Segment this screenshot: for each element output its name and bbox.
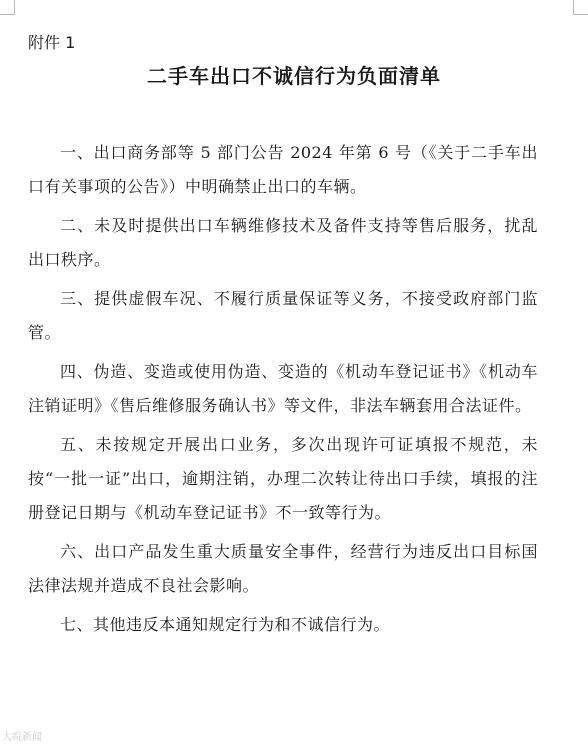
attachment-label: 附件 1	[28, 33, 76, 52]
document-title: 二手车出口不诚信行为负面清单	[147, 64, 441, 88]
list-item-1: 一、出口商务部等 5 部门公告 2024 年第 6 号（《关于二手车出口有关事项的公告》）中明确禁止出口的车辆。	[28, 143, 538, 196]
list-item-5: 五、未按规定开展出口业务，多次出现许可证填报不规范，未按“一批一证”出口，逾期注销，办理二次转让待出口手续，填报的注册登记日期与《机动车登记证书》不一致等行为。	[28, 435, 538, 522]
list-items	[28, 136, 538, 642]
list-item-3: 三、提供虚假车况、不履行质量保证等义务，不接受政府部门监管。	[28, 289, 538, 342]
list-item-7: 七、其他违反本通知规定行为和不诚信行为。	[60, 615, 391, 634]
crop-mark-top-right	[573, 0, 588, 15]
list-item-6: 六、出口产品发生重大质量安全事件，经营行为违反出口目标国法律法规并造成不良社会影响。	[28, 542, 538, 595]
list-item-2: 二、未及时提供出口车辆维修技术及备件支持等售后服务，扰乱出口秩序。	[28, 216, 538, 269]
list-item-4: 四、伪造、变造或使用伪造、变造的《机动车登记证书》《机动车注销证明》《售后维修服务确认书》等文件，非法车辆套用合法证件。	[28, 362, 538, 415]
crop-mark-top-left	[0, 0, 15, 15]
watermark: 大皖新闻	[2, 732, 42, 743]
